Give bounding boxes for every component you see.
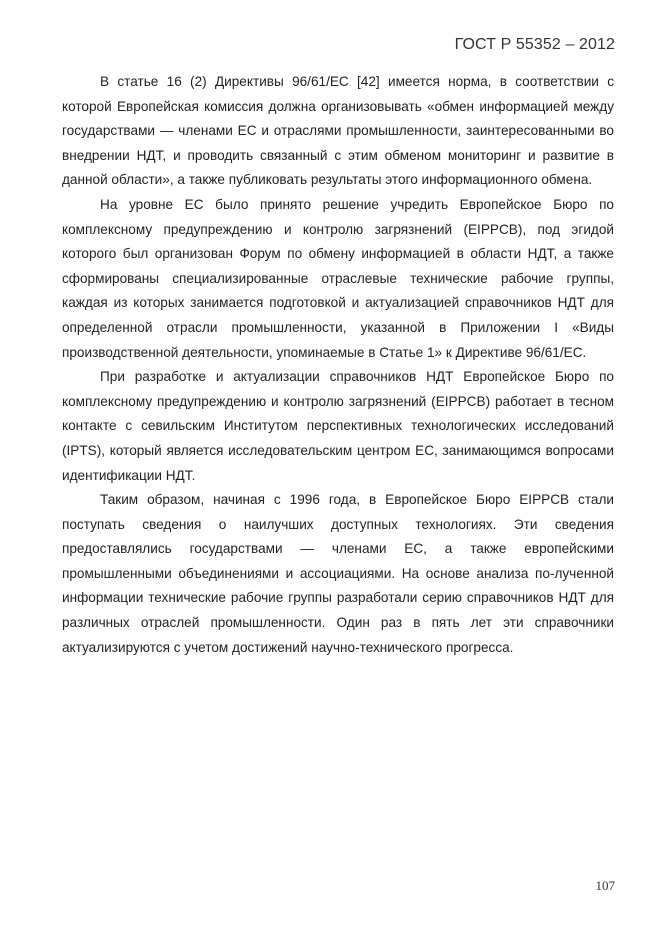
page-number: 107 [595, 878, 615, 893]
paragraph-ipts-cooperation: При разработке и актуализации справочников НДТ Европейское Бюро по комплексному предупреждению и контролю загрязнений (EIPPCB) работает в тесном контакте с севильским Институтом перспективных технологических исследований (IPTS), который является исследовательским центром ЕС, занимающимся вопросами идентификации НДТ. [62, 369, 614, 483]
paragraph-article-16: В статье 16 (2) Директивы 96/61/ЕС [42] имеется норма, в соответствии с которой Европейская комиссия должна организовывать «обмен информацией между государствами — членами ЕС и отраслями промышленности, заинтересованными во внедрении НДТ, и проводить связанный с этим обменом мониторинг и развитие в данной области», а также публиковать результаты этого информационного обмена. [62, 74, 614, 188]
page-header-standard-id: ГОСТ Р 55352 – 2012 [454, 36, 615, 53]
paragraph-eippcb-founding: На уровне ЕС было принято решение учредить Европейское Бюро по комплексному предупреждению и контролю загрязнений (EIPPCB), под эгидой которого был организован Форум по обмену информацией в области НДТ, а также сформированы специализированные отраслевые технические рабочие группы, каждая из которых занимается подготовкой и актуализацией справочников НДТ для определенной отрасли промышленности, указанной в Приложении I «Виды производственной деятельности, упоминаемые в Статье 1» к Директиве 96/61/ЕС. [62, 196, 614, 360]
paragraph-bref-development: Таким образом, начиная с 1996 года, в Европейское Бюро EIPPCB стали поступать сведения о наилучших доступных технологиях. Эти сведения предоставлялись государствами — членами ЕС, а также европейскими промышленными объединениями и ассоциациями. На основе анализа по-лученной информации технические рабочие группы разработали серию справочников НДТ для различных отраслей промышленности. Один раз в пять лет эти справочники актуализируются с учетом достижений научно-технического прогресса. [62, 492, 614, 655]
document-body [62, 70, 614, 660]
